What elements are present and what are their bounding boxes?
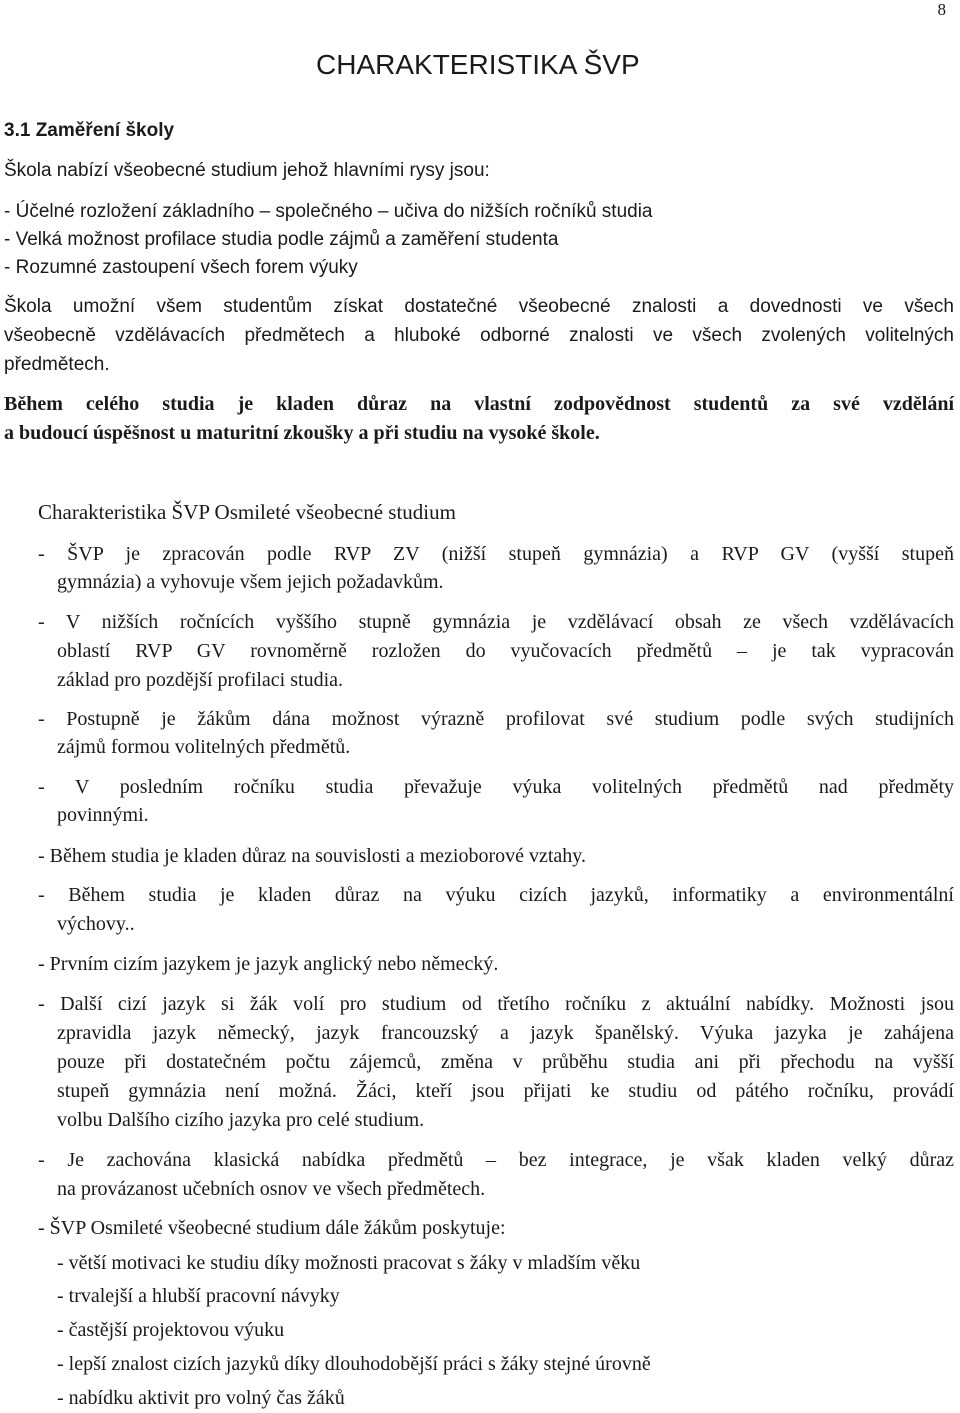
char-item-line: stupeň gymnázia není možná. Žáci, kteří jsou přijati ke studiu od pátého ročníku, provádí xyxy=(57,1080,954,1102)
feature-item: - Rozumné zastoupení všech forem výuky xyxy=(4,257,358,278)
char-item-line: na provázanost učebních osnov ve všech předmětech. xyxy=(57,1178,486,1200)
benefit-item: - trvalejší a hlubší pracovní návyky xyxy=(57,1285,340,1307)
page-number: 8 xyxy=(937,0,946,19)
char-item-line: - V nižších ročnících vyššího stupně gymnázia je vzdělávací obsah ze všech vzdělávacích xyxy=(38,611,954,633)
char-item-line: gymnázia) a vyhovuje všem jejich požadavkům. xyxy=(57,571,444,593)
char-item-line: - Prvním cizím jazykem je jazyk anglický nebo německý. xyxy=(38,953,499,975)
char-item-line: základ pro pozdější profilaci studia. xyxy=(57,669,344,691)
char-item-line: zpravidla jazyk německý, jazyk francouzský a jazyk španělský. Výuka jazyka je zahájena xyxy=(57,1022,954,1044)
section-heading: 3.1 Zaměření školy xyxy=(4,120,175,141)
char-item-line: oblastí RVP GV rovnoměrně rozložen do vyučovacích předmětů – je tak vypracován xyxy=(57,640,954,662)
section-intro: Škola nabízí všeobecné studium jehož hlavními rysy jsou: xyxy=(4,160,490,181)
char-item-line: volbu Dalšího cizího jazyka pro celé studium. xyxy=(57,1109,425,1131)
characteristics-heading: Charakteristika ŠVP Osmileté všeobecné studium xyxy=(38,500,456,524)
char-item-line: - Je zachována klasická nabídka předmětů – bez integrace, je však kladen velký důraz xyxy=(38,1149,954,1171)
chapter-title: CHARAKTERISTIKA ŠVP xyxy=(316,49,640,80)
char-item-line: - V posledním ročníku studia převažuje výuka volitelných předmětů nad předměty xyxy=(38,776,954,798)
feature-item: - Velká možnost profilace studia podle zájmů a zaměření studenta xyxy=(4,229,559,250)
emphasis-line: a budoucí úspěšnost u maturitní zkoušky a při studiu na vysoké škole. xyxy=(4,422,600,444)
paragraph-line: všeobecně vzdělávacích předmětech a hluboké odborné znalosti ve všech zvolených volitelných xyxy=(4,325,954,346)
char-item-line: - Během studia je kladen důraz na souvislosti a mezioborové vztahy. xyxy=(38,845,586,867)
char-item-line: zájmů formou volitelných předmětů. xyxy=(57,736,351,758)
paragraph-line: Škola umožní všem studentům získat dostatečné všeobecné znalosti a dovednosti ve všech xyxy=(4,296,954,317)
benefit-item: - častější projektovou výuku xyxy=(57,1319,285,1341)
char-item-line: povinnými. xyxy=(57,804,149,826)
char-item-line: - ŠVP je zpracován podle RVP ZV (nižší stupeň gymnázia) a RVP GV (vyšší stupeň xyxy=(38,543,954,565)
char-item-line: - Postupně je žákům dána možnost výrazně profilovat své studium podle svých studijních xyxy=(38,708,954,730)
char-item-line: - Během studia je kladen důraz na výuku cizích jazyků, informatiky a environmentální xyxy=(38,884,954,906)
benefit-item: - větší motivaci ke studiu díky možnosti pracovat s žáky v mladším věku xyxy=(57,1252,641,1274)
feature-item: - Účelné rozložení základního – společného – učiva do nižších ročníků studia xyxy=(4,201,653,222)
benefit-item: - lepší znalost cizích jazyků díky dlouhodobější práci s žáky stejné úrovně xyxy=(57,1353,651,1375)
char-item-line: pouze při dostatečném počtu zájemců, změna v průběhu studia ani při přechodu na vyšší xyxy=(57,1051,954,1073)
emphasis-line: Během celého studia je kladen důraz na vlastní zodpovědnost studentů za své vzdělání xyxy=(4,393,954,415)
benefit-item: - nabídku aktivit pro volný čas žáků xyxy=(57,1387,345,1409)
char-item-line: výchovy.. xyxy=(57,913,135,935)
paragraph-line: předmětech. xyxy=(4,354,110,375)
char-item-line: - ŠVP Osmileté všeobecné studium dále žákům poskytuje: xyxy=(38,1217,506,1239)
char-item-line: - Další cizí jazyk si žák volí pro studium od třetího ročníku z aktuální nabídky. Možnosti jsou xyxy=(38,993,954,1015)
